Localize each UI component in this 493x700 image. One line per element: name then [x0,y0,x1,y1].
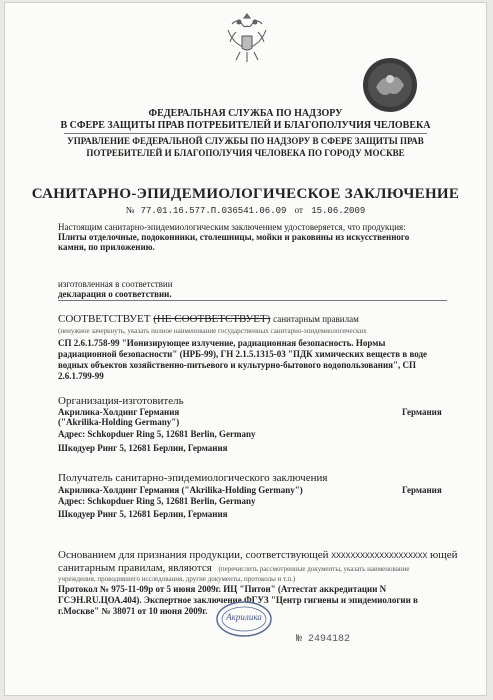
manufacturer-country: Германия [402,407,442,417]
serial-number: № 2494182 [296,634,351,645]
agency-name-line-1: ФЕДЕРАЛЬНАЯ СЛУЖБА ПО НАДЗОРУ [148,108,343,119]
basis-tail: ющей [430,549,458,561]
underline [58,300,447,301]
basis-protocol-1: Протокол № 975-11-09р от 5 июня 2009г. ИЦ "Питон" (Аттестат аккредитации N [58,584,387,594]
conformity-line [58,313,359,325]
number-line [4,205,487,216]
basis-hint: (перечислить рассмотренные документы, указать наименование [218,565,410,573]
recipient-address-2: Шкодуер Ринг 5, 12681 Берлин, Германия [58,509,228,519]
certificate-number: 77.01.16.577.П.036541.06.09 [140,206,287,216]
manufacturer-address-2: Шкодуер Ринг 5, 12681 Берлин, Германия [58,443,228,453]
double-headed-eagle-emblem-icon [222,10,272,66]
hologram-seal-icon [362,57,418,113]
document-title: САНИТАРНО-ЭПИДЕМИОЛОГИЧЕСКОЕ ЗАКЛЮЧЕНИЕ [31,186,460,202]
manufacturer-address-1: Адрес: Schkopduer Ring 5, 12681 Berlin, Germany [58,429,256,439]
rules-line-3: водных объектов хозяйственно-питьевого и культурно-бытового водопользования", СП [58,360,417,370]
department-name-line-2: ПОТРЕБИТЕЛЕЙ И БЛАГОПОЛУЧИЯ ЧЕЛОВЕКА ПО ГОРОДУ МОСКВЕ [86,148,405,158]
conformity-tail: санитарным правилам [273,314,359,324]
stamp-text: Акрилика [226,612,262,622]
basis-line-2 [58,562,409,574]
product-line-2: камня, по приложению. [58,242,155,252]
number-from: от [294,205,303,215]
conformity-hint: (ненужное зачеркнуть, указать полное наименование государственных санитарно-эпидемиологических [58,327,367,335]
certificate-date: 15.06.2009 [311,206,366,216]
rules-line-2: радиационной безопасности" (НРБ-99), ГН 2.1.5.1315-03 "ПДК химических веществ в воде [58,349,428,359]
rules-line-4: 2.6.1.799-99 [58,371,104,381]
recipient-name: Акрилика-Холдинг Германия ("Akrilika-Holding Germany") [58,485,303,495]
company-stamp [215,599,273,639]
manufacturer-name-2: ("Akrilika-Holding Germany") [58,417,180,427]
basis-xs: XXXXXXXXXXXXXXXXXXXX [331,552,428,561]
department-name-line-1: УПРАВЛЕНИЕ ФЕДЕРАЛЬНОЙ СЛУЖБЫ ПО НАДЗОРУ В СФЕРЕ ЗАЩИТЫ ПРАВ [67,136,424,146]
recipient-country: Германия [402,485,442,495]
divider [64,133,427,134]
basis-hint-2: учреждения, проводившего исследования, другие документы, протоколы и т.п.) [58,575,296,583]
number-prefix: № [125,205,135,215]
rules-line-1: СП 2.6.1.758-99 "Ионизирующее излучение, радиационная безопасность. Нормы [58,338,386,348]
manufacturer-label: Организация-изготовитель [58,395,184,407]
conformity-label: СООТВЕТСТВУЕТ [58,313,151,325]
basis-protocol-3: г.Москве" № 38071 от 10 июня 2009г. [58,606,208,616]
intro-text: Настоящим санитарно-эпидемиологическим заключением удостоверяется, что продукция: [58,222,406,232]
basis-label: Основанием для признания продукции, [58,549,243,561]
manufacturer-name: Акрилика-Холдинг Германия [58,407,180,417]
basis-line-2-text: санитарным правилам, являются [58,562,212,574]
made-value: декларация о соответствии. [58,289,172,299]
agency-name-line-2: В СФЕРЕ ЗАЩИТЫ ПРАВ ПОТРЕБИТЕЛЕЙ И БЛАГОПОЛУЧИЯ ЧЕЛОВЕКА [60,120,431,131]
conformity-strike: (НЕ СООТВЕТСТВУЕТ) [153,313,271,325]
certificate-page [4,2,487,696]
product-line-1: Плиты отделочные, подоконники, столешницы, мойки и раковины из искусственного [58,232,410,242]
basis-line [58,549,458,561]
basis-protocol-2: ГСЭН.RU.ЦОА.404). Экспертное заключение ФГУЗ "Центр гигиены и эпидемиологии в [58,595,418,605]
basis-mid: соответствующей [245,549,329,561]
recipient-label: Получатель санитарно-эпидемиологического заключения [58,472,328,484]
made-label: изготовленная в соответствии [58,279,173,289]
recipient-address-1: Адрес: Schkopduer Ring 5, 12681 Berlin, Germany [58,496,256,506]
